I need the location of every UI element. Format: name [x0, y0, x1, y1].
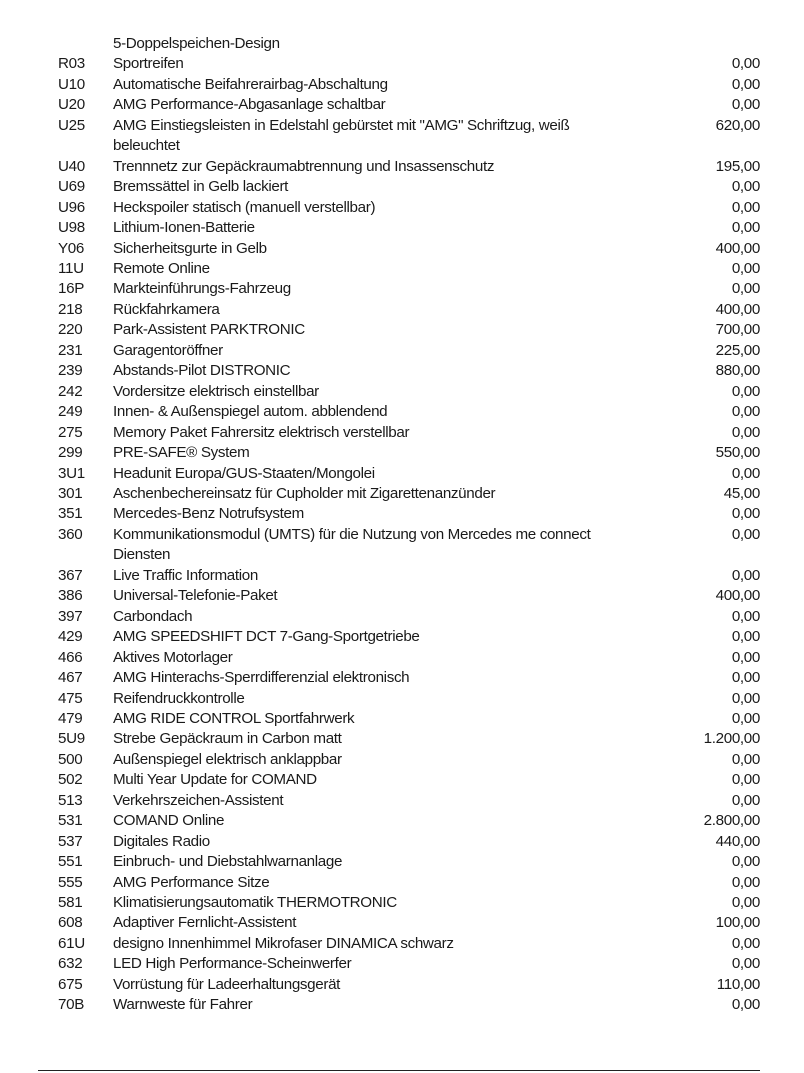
option-description: Kommunikationsmodul (UMTS) für die Nutzung von Mercedes me connect Diensten — [113, 525, 591, 564]
option-price: 0,00 — [731, 894, 760, 912]
option-description: Rückfahrkamera — [113, 300, 220, 318]
option-price: 0,00 — [731, 996, 760, 1014]
option-price: 0,00 — [731, 607, 760, 625]
table-row — [58, 729, 760, 749]
table-row — [58, 627, 760, 647]
option-description: Aktives Motorlager — [113, 648, 233, 666]
option-price: 0,00 — [731, 96, 760, 114]
option-description: Remote Online — [113, 259, 210, 277]
option-description: AMG Hinterachs-Sperrdifferenzial elektronisch — [113, 669, 410, 687]
option-description: Sicherheitsgurte in Gelb — [113, 239, 267, 257]
table-row — [58, 873, 760, 893]
option-code: 360 — [58, 525, 83, 543]
option-code: 675 — [58, 975, 83, 993]
option-code: 581 — [58, 894, 83, 912]
table-row — [58, 116, 760, 157]
option-price: 0,00 — [731, 648, 760, 666]
option-price: 0,00 — [731, 178, 760, 196]
table-row — [58, 177, 760, 197]
table-row — [58, 443, 760, 463]
option-code: 632 — [58, 955, 83, 973]
option-description: Mercedes-Benz Notrufsystem — [113, 505, 304, 523]
option-code: 299 — [58, 444, 83, 462]
option-code: 218 — [58, 300, 83, 318]
option-rows — [58, 54, 760, 1015]
option-price: 620,00 — [715, 116, 760, 134]
option-price: 0,00 — [731, 955, 760, 973]
option-description: Adaptiver Fernlicht-Assistent — [113, 914, 297, 932]
option-description: Klimatisierungsautomatik THERMOTRONIC — [113, 894, 397, 912]
table-row — [58, 484, 760, 504]
option-description: AMG Einstiegsleisten in Edelstahl gebürstet mit "AMG" Schriftzug, weiß beleuchtet — [113, 116, 570, 155]
option-price: 195,00 — [715, 157, 760, 175]
option-code: 551 — [58, 853, 83, 871]
option-price: 0,00 — [731, 628, 760, 646]
option-code: 555 — [58, 873, 83, 891]
option-description: LED High Performance-Scheinwerfer — [113, 955, 352, 973]
option-code: 11U — [58, 259, 84, 277]
option-description: 5-Doppelspeichen-Design — [113, 35, 280, 52]
option-price: 100,00 — [715, 914, 760, 932]
table-row — [58, 341, 760, 361]
option-code: U96 — [58, 198, 85, 216]
table-row — [58, 259, 760, 279]
table-row — [58, 791, 760, 811]
option-code: 386 — [58, 587, 83, 605]
table-row — [58, 423, 760, 443]
option-code: 239 — [58, 362, 83, 380]
option-code: 429 — [58, 628, 83, 646]
option-price: 0,00 — [731, 198, 760, 216]
option-code: Y06 — [58, 239, 84, 257]
option-price: 45,00 — [723, 484, 760, 502]
table-row — [58, 300, 760, 320]
option-description: Außenspiegel elektrisch anklappbar — [113, 750, 342, 768]
table-row — [58, 689, 760, 709]
option-description: AMG RIDE CONTROL Sportfahrwerk — [113, 709, 355, 727]
option-description: Heckspoiler statisch (manuell verstellbar) — [113, 198, 376, 216]
option-description: Garagentoröffner — [113, 341, 223, 359]
table-row — [58, 504, 760, 524]
table-row — [58, 586, 760, 606]
option-description: COMAND Online — [113, 812, 225, 830]
option-description: AMG Performance-Abgasanlage schaltbar — [113, 96, 386, 114]
option-price: 0,00 — [731, 219, 760, 237]
table-row — [58, 382, 760, 402]
option-code: 351 — [58, 505, 83, 523]
option-price: 0,00 — [731, 771, 760, 789]
option-code: U25 — [58, 116, 85, 134]
option-price: 0,00 — [731, 709, 760, 727]
option-price: 0,00 — [731, 525, 760, 543]
table-row — [58, 157, 760, 177]
option-price: 440,00 — [715, 832, 760, 850]
table-row — [58, 995, 760, 1015]
option-description: Trennnetz zur Gepäckraumabtrennung und Insassenschutz — [113, 157, 495, 175]
table-row — [58, 525, 760, 566]
option-description: Markteinführungs-Fahrzeug — [113, 280, 291, 298]
option-price: 1.200,00 — [703, 730, 760, 748]
table-row — [58, 975, 760, 995]
table-row — [58, 709, 760, 729]
option-code: U10 — [58, 75, 85, 93]
option-price: 0,00 — [731, 403, 760, 421]
option-code: 467 — [58, 669, 83, 687]
option-description: Headunit Europa/GUS-Staaten/Mongolei — [113, 464, 375, 482]
table-row — [58, 95, 760, 115]
option-description: Reifendruckkontrolle — [113, 689, 245, 707]
option-code: 466 — [58, 648, 83, 666]
option-code: U40 — [58, 157, 85, 175]
option-price: 110,00 — [716, 975, 760, 993]
option-description: Vorrüstung für Ladeerhaltungsgerät — [113, 975, 341, 993]
table-row — [58, 668, 760, 688]
table-row — [58, 607, 760, 627]
option-description: AMG SPEEDSHIFT DCT 7-Gang-Sportgetriebe — [113, 628, 420, 646]
table-row — [58, 198, 760, 218]
table-row — [58, 750, 760, 770]
table-row — [58, 770, 760, 790]
table-row — [58, 934, 760, 954]
option-code: 537 — [58, 832, 83, 850]
option-code: 479 — [58, 709, 83, 727]
footer-divider — [38, 1070, 760, 1071]
option-description: Verkehrszeichen-Assistent — [113, 791, 284, 809]
option-description: PRE-SAFE® System — [113, 444, 250, 462]
option-description: Memory Paket Fahrersitz elektrisch verstellbar — [113, 423, 410, 441]
option-code: 16P — [58, 280, 84, 298]
continuation-row — [58, 34, 760, 54]
option-code: 220 — [58, 321, 83, 339]
option-price: 0,00 — [731, 259, 760, 277]
option-price: 0,00 — [731, 280, 760, 298]
option-price: 0,00 — [731, 55, 760, 73]
option-price: 225,00 — [715, 341, 760, 359]
option-code: 61U — [58, 934, 85, 952]
option-code: 231 — [58, 341, 83, 359]
table-row — [58, 566, 760, 586]
table-row — [58, 239, 760, 259]
table-row — [58, 402, 760, 422]
option-description: Automatische Beifahrerairbag-Abschaltung — [113, 75, 388, 93]
option-code: R03 — [58, 55, 85, 73]
option-price: 0,00 — [731, 853, 760, 871]
option-description: Carbondach — [113, 607, 193, 625]
option-price: 2.800,00 — [703, 812, 760, 830]
option-price: 880,00 — [715, 362, 760, 380]
option-price: 0,00 — [731, 669, 760, 687]
option-code: 242 — [58, 382, 83, 400]
table-row — [58, 320, 760, 340]
option-price: 0,00 — [731, 75, 760, 93]
option-code: U98 — [58, 219, 85, 237]
option-code: 5U9 — [58, 730, 85, 748]
option-code: 397 — [58, 607, 83, 625]
option-code: 475 — [58, 689, 83, 707]
option-description: Lithium-Ionen-Batterie — [113, 219, 255, 237]
table-row — [58, 913, 760, 933]
option-price: 0,00 — [731, 464, 760, 482]
option-description: Innen- & Außenspiegel autom. abblendend — [113, 403, 388, 421]
option-description: Einbruch- und Diebstahlwarnanlage — [113, 853, 343, 871]
option-price: 0,00 — [731, 382, 760, 400]
option-description: Warnweste für Fahrer — [113, 996, 253, 1014]
option-description: Sportreifen — [113, 55, 184, 73]
option-code: 513 — [58, 791, 83, 809]
option-price: 0,00 — [731, 873, 760, 891]
option-code: 249 — [58, 403, 83, 421]
option-code: U69 — [58, 178, 85, 196]
option-description: Live Traffic Information — [113, 566, 258, 584]
option-price: 400,00 — [715, 587, 760, 605]
table-row — [58, 279, 760, 299]
option-description: AMG Performance Sitze — [113, 873, 270, 891]
option-code: U20 — [58, 96, 85, 114]
option-code: 502 — [58, 771, 83, 789]
option-description: Vordersitze elektrisch einstellbar — [113, 382, 319, 400]
option-price: 700,00 — [715, 321, 760, 339]
table-row — [58, 893, 760, 913]
option-price: 550,00 — [715, 444, 760, 462]
option-code: 70B — [58, 996, 84, 1014]
option-description: Park-Assistent PARKTRONIC — [113, 321, 305, 339]
option-description: Digitales Radio — [113, 832, 210, 850]
option-code: 531 — [58, 812, 83, 830]
option-price: 0,00 — [731, 689, 760, 707]
option-price: 0,00 — [731, 791, 760, 809]
option-code: 301 — [58, 484, 83, 502]
option-price: 400,00 — [715, 239, 760, 257]
option-price: 400,00 — [715, 300, 760, 318]
option-price: 0,00 — [731, 750, 760, 768]
table-row — [58, 811, 760, 831]
option-description: Universal-Telefonie-Paket — [113, 587, 278, 605]
table-row — [58, 852, 760, 872]
option-code: 3U1 — [58, 464, 85, 482]
option-code: 367 — [58, 566, 83, 584]
table-row — [58, 361, 760, 381]
option-price: 0,00 — [731, 423, 760, 441]
option-code: 500 — [58, 750, 83, 768]
option-price: 0,00 — [731, 934, 760, 952]
option-description: Abstands-Pilot DISTRONIC — [113, 362, 291, 380]
option-description: Bremssättel in Gelb lackiert — [113, 178, 289, 196]
option-code: 275 — [58, 423, 83, 441]
option-description: Multi Year Update for COMAND — [113, 771, 317, 789]
option-description: Aschenbechereinsatz für Cupholder mit Zigarettenanzünder — [113, 484, 496, 502]
option-price: 0,00 — [731, 566, 760, 584]
table-row — [58, 954, 760, 974]
option-code: 608 — [58, 914, 83, 932]
table-row — [58, 648, 760, 668]
option-description: Strebe Gepäckraum in Carbon matt — [113, 730, 342, 748]
table-row — [58, 218, 760, 238]
table-row — [58, 75, 760, 95]
table-row — [58, 832, 760, 852]
option-description: designo Innenhimmel Mikrofaser DINAMICA schwarz — [113, 934, 454, 952]
table-row — [58, 464, 760, 484]
equipment-list — [58, 34, 760, 1016]
option-price: 0,00 — [731, 505, 760, 523]
table-row — [58, 54, 760, 74]
